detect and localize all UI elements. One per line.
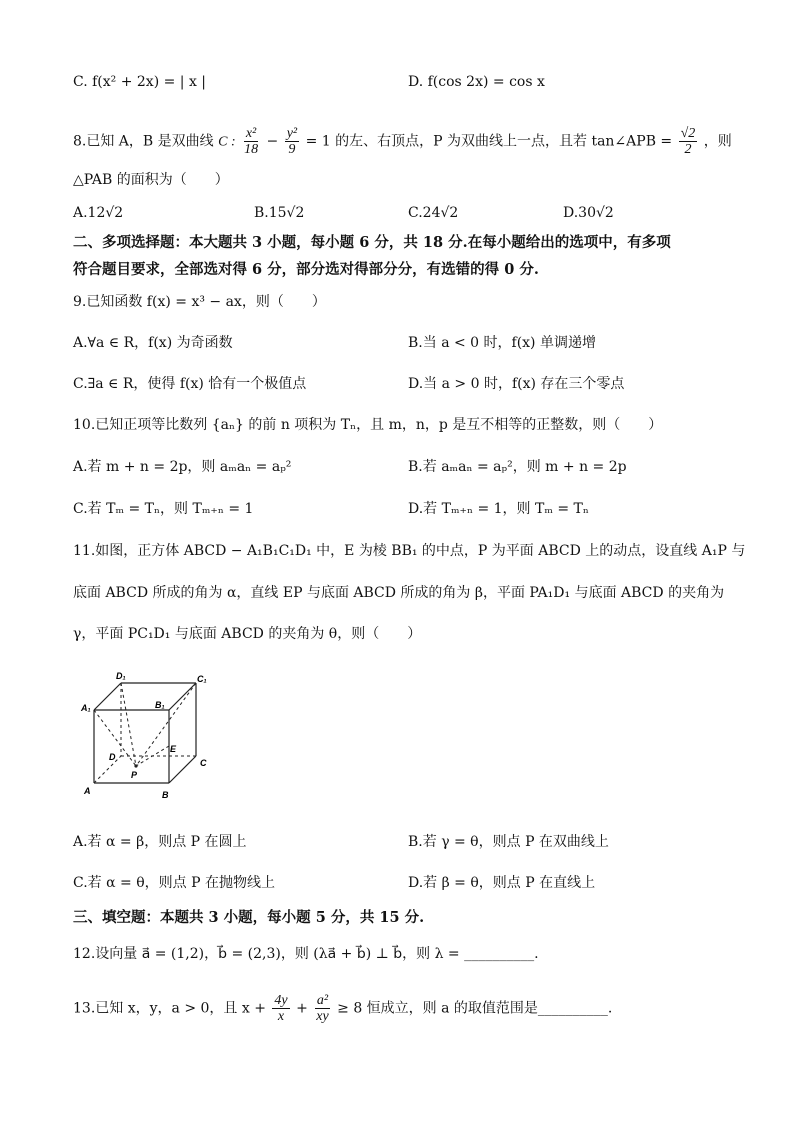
q8-eq-one: = 1 — [305, 133, 331, 150]
q8-option-b: B.15√2 — [254, 205, 305, 221]
q13-pre: 13.已知 x，y，a > 0，且 x + — [73, 1000, 266, 1017]
line-d1p — [121, 683, 136, 766]
q13-fraction-4y-x — [272, 993, 289, 1024]
q8-option-d: D.30√2 — [563, 205, 614, 221]
q11-option-c: C.若 α = θ，则点 P 在抛物线上 — [73, 875, 275, 891]
q8-stem-part-c: ，则 — [703, 133, 732, 150]
q10-stem: 10.已知正项等比数列 {aₙ} 的前 n 项积为 Tₙ，且 m，n，p 是互不相等的正整数，则（ ） — [73, 417, 663, 433]
q12-stem: 12.设向量 a⃗ = (1,2)，b⃗ = (2,3)，则 (λa⃗ + b⃗) ⊥ b⃗，则 λ = __________. — [73, 946, 539, 962]
q8-curve-name: C : — [218, 134, 236, 150]
q10-option-b: B.若 aₘaₙ = aₚ²，则 m + n = 2p — [408, 459, 627, 475]
label-a: A — [84, 786, 91, 796]
q10-option-a: A.若 m + n = 2p，则 aₘaₙ = aₚ² — [73, 459, 292, 475]
edge-ad — [94, 756, 121, 783]
label-b1: B₁ — [155, 700, 165, 710]
section2-heading-line1: 二、多项选择题：本大题共 3 小题，每小题 6 分，共 18 分.在每小题给出的选项中，有多项 — [73, 234, 671, 251]
q13-fraction-a2-xy — [314, 993, 330, 1024]
q11-stem-line3: γ，平面 PC₁D₁ 与底面 ABCD 的夹角为 θ，则（ ） — [73, 626, 422, 642]
q8-stem-line1 — [73, 126, 732, 157]
q13-frac2-den: xy — [316, 1009, 329, 1024]
cube-figure — [76, 668, 226, 808]
q8-frac3-num: √2 — [680, 126, 696, 141]
edge-b1c1 — [169, 683, 196, 710]
q13-frac1-num: 4y — [274, 993, 288, 1008]
q11-stem-line1: 11.如图，正方体 ABCD − A₁B₁C₁D₁ 中，E 为棱 BB₁ 的中点，P 为平面 ABCD 上的动点，设直线 A₁P 与 — [73, 543, 746, 559]
q7-option-d: D. f(cos 2x) = cos x — [408, 74, 545, 90]
q9-stem: 9.已知函数 f(x) = x³ − ax，则（ ） — [73, 294, 326, 310]
q9-option-d: D.当 a > 0 时，f(x) 存在三个零点 — [408, 376, 625, 392]
label-p: P — [131, 770, 138, 780]
q11-option-d: D.若 β = θ，则点 P 在直线上 — [408, 875, 596, 891]
label-e: E — [170, 744, 177, 754]
edge-a1d1 — [94, 683, 121, 710]
section2-heading-line2: 符合题目要求，全部选对得 6 分，部分选对得部分分，有选错的得 0 分. — [73, 261, 539, 278]
q9-option-c: C.∃a ∈ R，使得 f(x) 恰有一个极值点 — [73, 376, 307, 392]
label-d1: D₁ — [116, 671, 126, 681]
q8-frac2-den: 9 — [288, 142, 296, 157]
q8-fraction-x — [242, 126, 260, 157]
q7-option-c: C. f(x² + 2x) = | x | — [73, 74, 207, 90]
label-b: B — [162, 790, 169, 800]
q9-option-b: B.当 a < 0 时，f(x) 单调递增 — [408, 335, 596, 351]
section3-heading: 三、填空题：本题共 3 小题，每小题 5 分，共 15 分. — [73, 909, 425, 926]
q13-post: ≥ 8 恒成立，则 a 的取值范围是__________. — [337, 1000, 613, 1017]
point-p — [134, 764, 137, 767]
line-c1p — [136, 683, 196, 766]
label-c: C — [200, 758, 207, 768]
q13-stem — [73, 993, 612, 1024]
q13-frac1-den: x — [277, 1009, 285, 1024]
q8-frac3-den: 2 — [684, 142, 692, 157]
q8-frac1-den: 18 — [244, 142, 259, 157]
q10-option-d: D.若 Tₘ₊ₙ = 1，则 Tₘ = Tₙ — [408, 501, 589, 517]
label-c1: C₁ — [197, 674, 207, 684]
q9-option-a: A.∀a ∈ R，f(x) 为奇函数 — [73, 335, 233, 351]
edge-bc — [169, 756, 196, 783]
q8-frac1-num: x² — [245, 126, 257, 141]
q13-frac2-num: a² — [316, 993, 329, 1008]
q8-option-a: A.12√2 — [73, 205, 124, 221]
q11-option-a: A.若 α = β，则点 P 在圆上 — [73, 834, 247, 850]
label-a1: A₁ — [81, 703, 91, 713]
q8-stem-line2: △PAB 的面积为（ ） — [73, 172, 229, 188]
q8-frac2-num: y² — [286, 126, 298, 141]
q8-stem-part-a: 8.已知 A，B 是双曲线 — [73, 133, 214, 150]
label-d: D — [109, 752, 116, 762]
q8-stem-part-b: 的左、右顶点，P 为双曲线上一点，且若 tan∠APB = — [335, 133, 673, 150]
q10-option-c: C.若 Tₘ = Tₙ，则 Tₘ₊ₙ = 1 — [73, 501, 254, 517]
q11-stem-line2: 底面 ABCD 所成的角为 α，直线 EP 与底面 ABCD 所成的角为 β，平面 PA₁D₁ 与底面 ABCD 的夹角为 — [73, 585, 725, 601]
q8-fraction-tan — [679, 126, 698, 157]
q8-option-c: C.24√2 — [408, 205, 459, 221]
q8-minus: − — [266, 133, 279, 150]
q13-plus: + — [296, 1000, 308, 1017]
q11-option-b: B.若 γ = θ，则点 P 在双曲线上 — [408, 834, 609, 850]
q8-fraction-y — [285, 126, 299, 157]
